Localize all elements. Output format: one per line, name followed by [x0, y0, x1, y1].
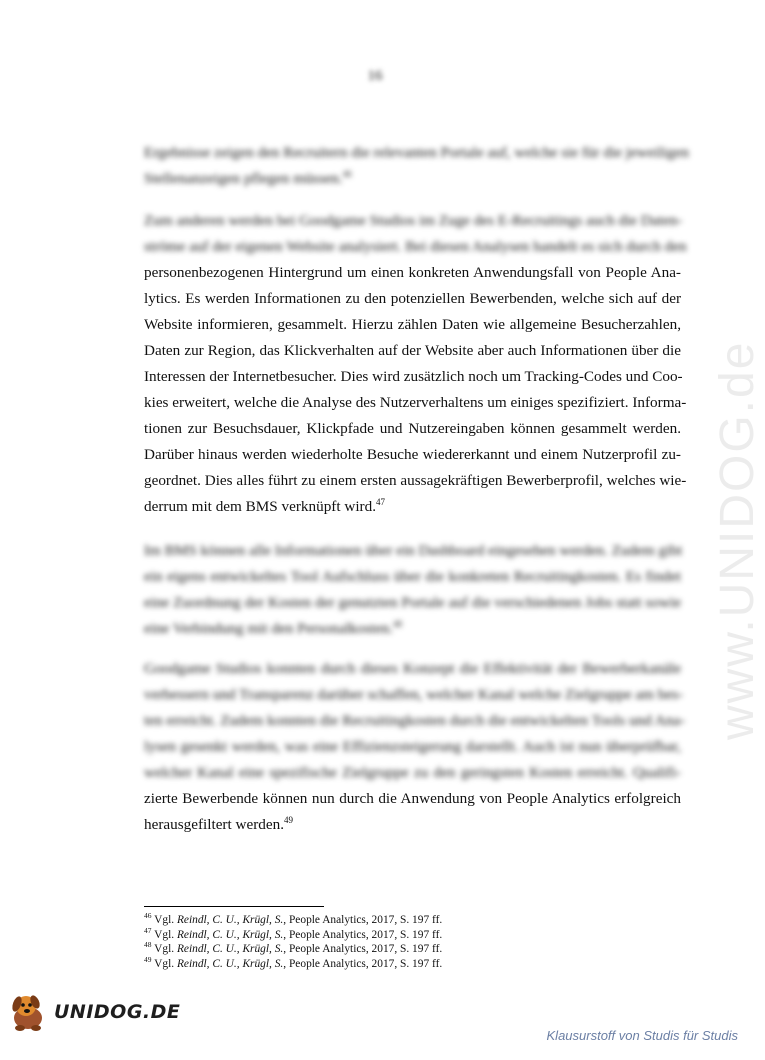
- text-line: Darüber hinaus werden wiederholte Besuche wiedererkannt und einem Nutzerprofil zu-: [144, 446, 681, 463]
- text-line: lytics. Es werden Informationen zu den potenziellen Bewerbenden, welche sich auf der: [144, 290, 681, 307]
- text-line: geordnet. Dies alles führt zu einem ersten aussagekräftigen Bewerberprofil, welches wie-: [144, 472, 687, 489]
- paragraph-1: [144, 140, 689, 192]
- paragraph-4: [144, 656, 686, 838]
- text-line: eine Verbindung mit den Personalkosten.$^{48}$: [144, 618, 403, 637]
- text-line: derrum mit dem BMS verknüpft wird.$^{47}$: [144, 496, 386, 515]
- text-line: personenbezogenen Hintergrund um einen konkreten Anwendungsfall von People Ana-: [144, 264, 681, 281]
- text-line: Im BMS können alle Informationen über ein Dashboard eingesehen werden. Zudem gibt: [144, 542, 683, 559]
- footnote-separator: [144, 906, 324, 907]
- footnote-ref: 49: [284, 814, 293, 825]
- text-line: verbessern und Transparenz darüber schaffen, welcher Kanal welche Zielgruppe am bes-: [144, 686, 684, 703]
- text-line: Ergebnisse zeigen den Recruitern die relevanten Portale auf, welche sie für die jeweiligen: [144, 144, 689, 161]
- text-line: herausgefiltert werden.$^{49}$: [144, 814, 293, 833]
- text-line: tionen zur Besuchsdauer, Klickpfade und Nutzereingaben können gesammelt werden.: [144, 420, 681, 437]
- text-line: eine Zuordnung der Kosten der genutzten Portale auf die verschiedenen Jobs statt sowie: [144, 594, 681, 611]
- text-line: ströme auf der eigenen Website analysiert. Bei diesen Analysen handelt es sich durch den: [144, 238, 687, 255]
- text-line: kies erweitert, welche die Analyse des Nutzerverhaltens um einiges spezifiziert. Informa-: [144, 394, 687, 411]
- unidog-logo: [6, 992, 180, 1032]
- footnote: $^{47}$ Vgl. Reindl, C. U., Krügl, S., People Analytics, 2017, S. 197 ff.: [144, 925, 443, 941]
- text-line: zierte Bewerbende können nun durch die Anwendung von People Analytics erfolgreich: [144, 790, 681, 807]
- text-line: Interessen der Internetbesucher. Dies wird zusätzlich noch um Tracking-Codes und Coo-: [144, 368, 683, 385]
- text-line: ten erreicht. Zudem konnten die Recruitingkosten durch die entwickelten Tools und Ana-: [144, 712, 686, 729]
- text-line: Stellenanzeigen pflegen müssen.$^{46}$: [144, 168, 352, 187]
- logo-text: UNIDOG.DE: [54, 1001, 181, 1023]
- watermark: www.UNIDOG.de: [711, 340, 764, 740]
- footnote: $^{49}$ Vgl. Reindl, C. U., Krügl, S., People Analytics, 2017, S. 197 ff.: [144, 954, 443, 970]
- text-line: ein eigens entwickeltes Tool Aufschluss über die konkreten Recruitingkosten. Es findet: [144, 568, 681, 585]
- footnote-ref: 48: [393, 618, 403, 629]
- paragraph-2: [144, 208, 687, 520]
- footnotes: [144, 913, 442, 971]
- footer-slogan: Klausurstoff von Studis für Studis: [546, 1028, 738, 1043]
- text-line: Daten zur Region, das Klickverhalten auf der Website aber auch Informationen über die: [144, 342, 681, 359]
- text-line: welcher Kanal eine spezifische Zielgruppe zu den geringsten Kosten erreicht. Qualifi-: [144, 764, 681, 781]
- footnote-ref: 46: [342, 168, 352, 179]
- dog-icon: [6, 992, 50, 1032]
- footnote-ref: 47: [376, 496, 386, 507]
- page-number: 16: [367, 68, 383, 84]
- text-line: Website informieren, gesammelt. Hierzu zählen Daten wie allgemeine Besucherzahlen,: [144, 316, 681, 333]
- text-line: Goodgame Studios konnten durch dieses Konzept die Effektivität der Bewerberkanäle: [144, 660, 681, 677]
- paragraph-3: [144, 538, 681, 642]
- footnote: $^{48}$ Vgl. Reindl, C. U., Krügl, S., People Analytics, 2017, S. 197 ff.: [144, 940, 443, 956]
- text-line: Zum anderen werden bei Goodgame Studios im Zuge des E-Recruitings auch die Daten-: [144, 212, 683, 229]
- footnote: $^{46}$ Vgl. Reindl, C. U., Krügl, S., People Analytics, 2017, S. 197 ff.: [144, 911, 443, 926]
- text-line: lysen gesenkt werden, was eine Effizienzsteigerung darstellt. Auch ist nun überprüfbar,: [144, 738, 681, 755]
